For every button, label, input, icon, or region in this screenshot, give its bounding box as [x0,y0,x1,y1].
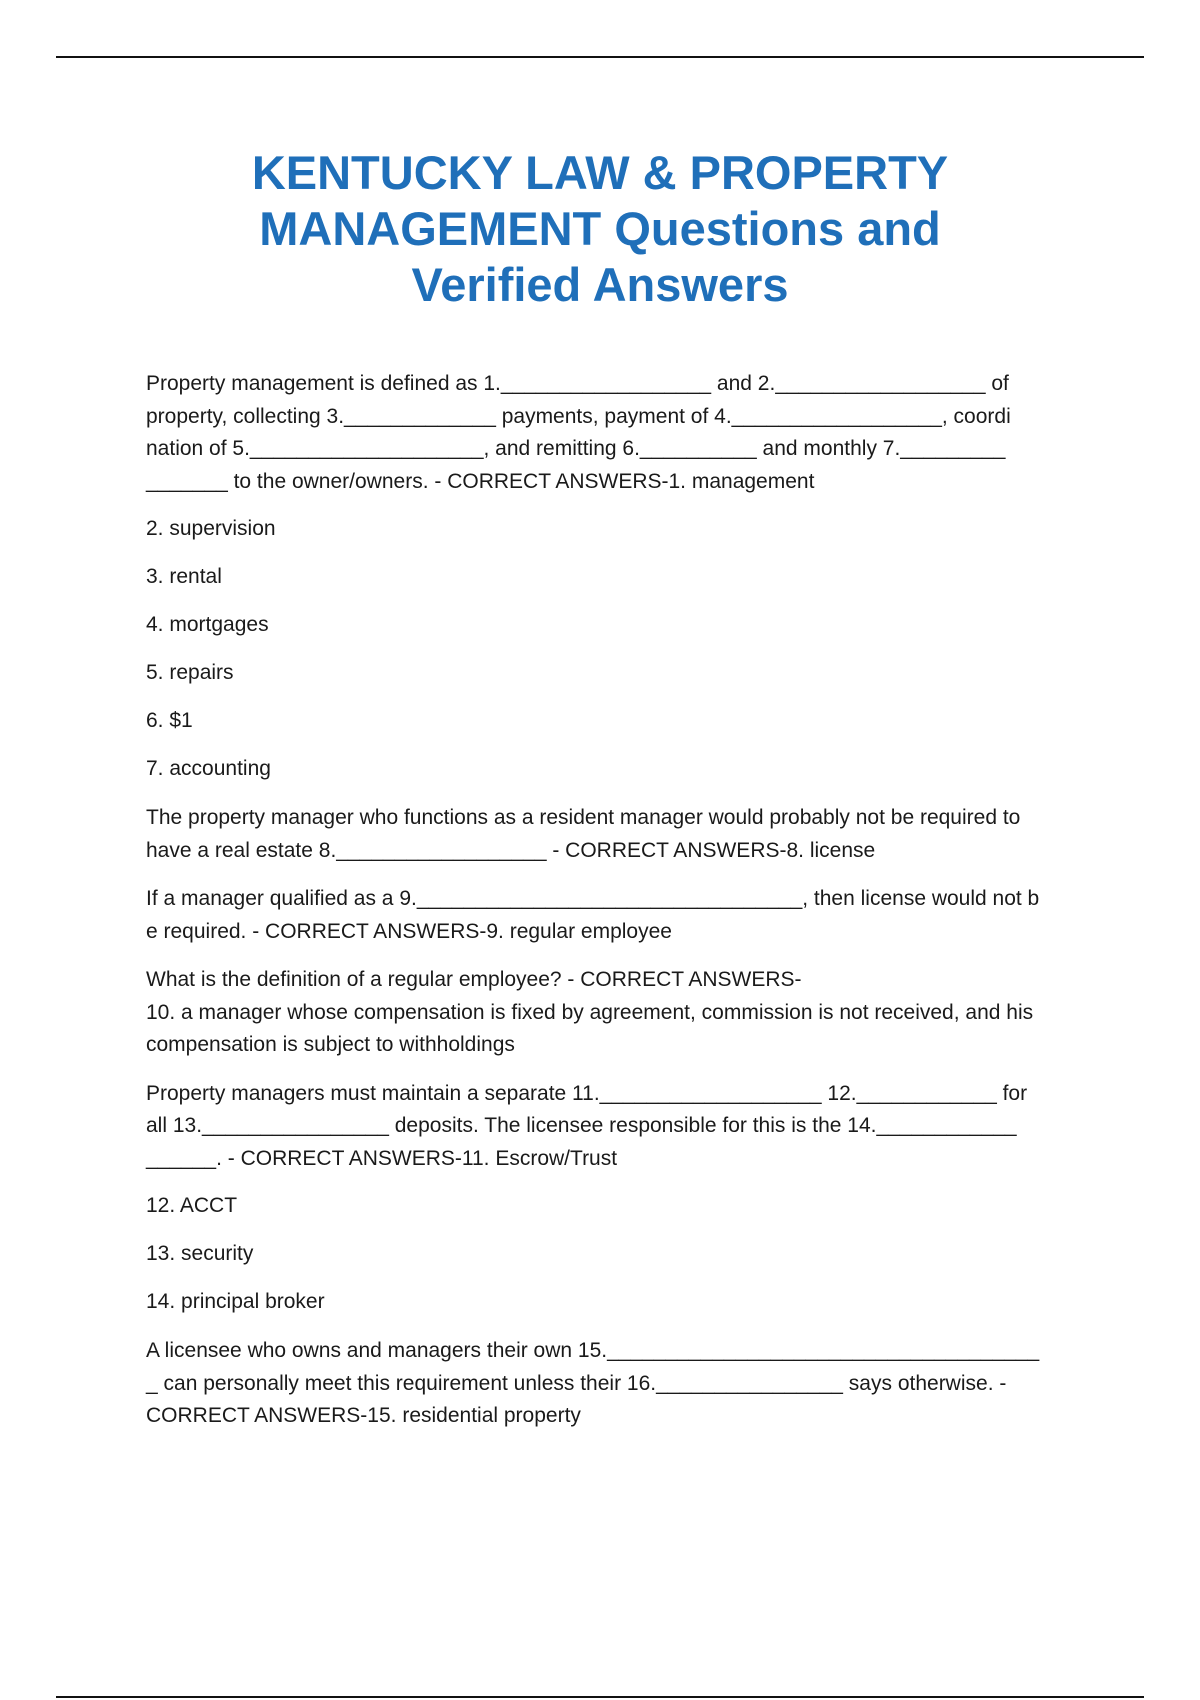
answer-item: 5. repairs [146,661,234,684]
question-block-5 [146,1078,1091,1176]
text-line: _ can personally meet this requirement unless their 16.________________ says otherwise. - [146,1371,1007,1395]
text-line: e required. - CORRECT ANSWERS-9. regular employee [146,919,672,943]
answer-item: 14. principal broker [146,1290,325,1313]
title-line: MANAGEMENT Questions and [259,202,941,255]
text-line: CORRECT ANSWERS-15. residential property [146,1404,581,1427]
question-block-2 [146,802,1091,867]
text-line: Property management is defined as 1.__________________ and 2.__________________ of [146,372,1009,395]
answer-item: 7. accounting [146,757,271,780]
text-line: compensation is subject to withholdings [146,1033,515,1056]
answer-item: 13. security [146,1242,254,1265]
text-line: 10. a manager whose compensation is fixed by agreement, commission is not received, and his [146,1000,1034,1024]
answer-item: 6. $1 [146,709,193,732]
text-line: property, collecting 3._____________ payments, payment of 4.__________________, coordi [146,404,1011,428]
document-body [146,368,1091,1449]
text-line: If a manager qualified as a 9._________________________________, then license would not b [146,887,1040,910]
title-line: KENTUCKY LAW & PROPERTY [251,146,949,199]
answer-item: 12. ACCT [146,1194,238,1217]
answer-item: 4. mortgages [146,613,269,636]
text-line: have a real estate 8.__________________ - CORRECT ANSWERS-8. license [146,838,876,862]
answer-item: 2. supervision [146,517,276,540]
text-line: A licensee who owns and managers their own 15._____________________________________ [146,1339,1040,1362]
question-block-1 [146,368,1091,498]
question-block-4 [146,964,1091,1062]
question-block-3 [146,883,1091,948]
question-block-6 [146,1335,1091,1433]
bottom-rule [56,1696,1144,1698]
document-title [150,145,1050,313]
top-rule [56,56,1144,58]
title-line: Verified Answers [411,258,789,311]
text-line: _______ to the owner/owners. - CORRECT ANSWERS-1. management [146,469,815,493]
text-line: ______. - CORRECT ANSWERS-11. Escrow/Trust [146,1146,618,1170]
text-line: nation of 5.____________________, and remitting 6.__________ and monthly 7._________ [146,437,1006,460]
answer-item: 3. rental [146,565,222,588]
text-line: The property manager who functions as a resident manager would probably not be required to [146,806,1021,829]
text-line: all 13.________________ deposits. The licensee responsible for this is the 14.____________ [146,1114,1017,1137]
text-line: Property managers must maintain a separate 11.___________________ 12.____________ for [146,1081,1028,1105]
text-line: What is the definition of a regular employee? - CORRECT ANSWERS- [146,968,802,991]
